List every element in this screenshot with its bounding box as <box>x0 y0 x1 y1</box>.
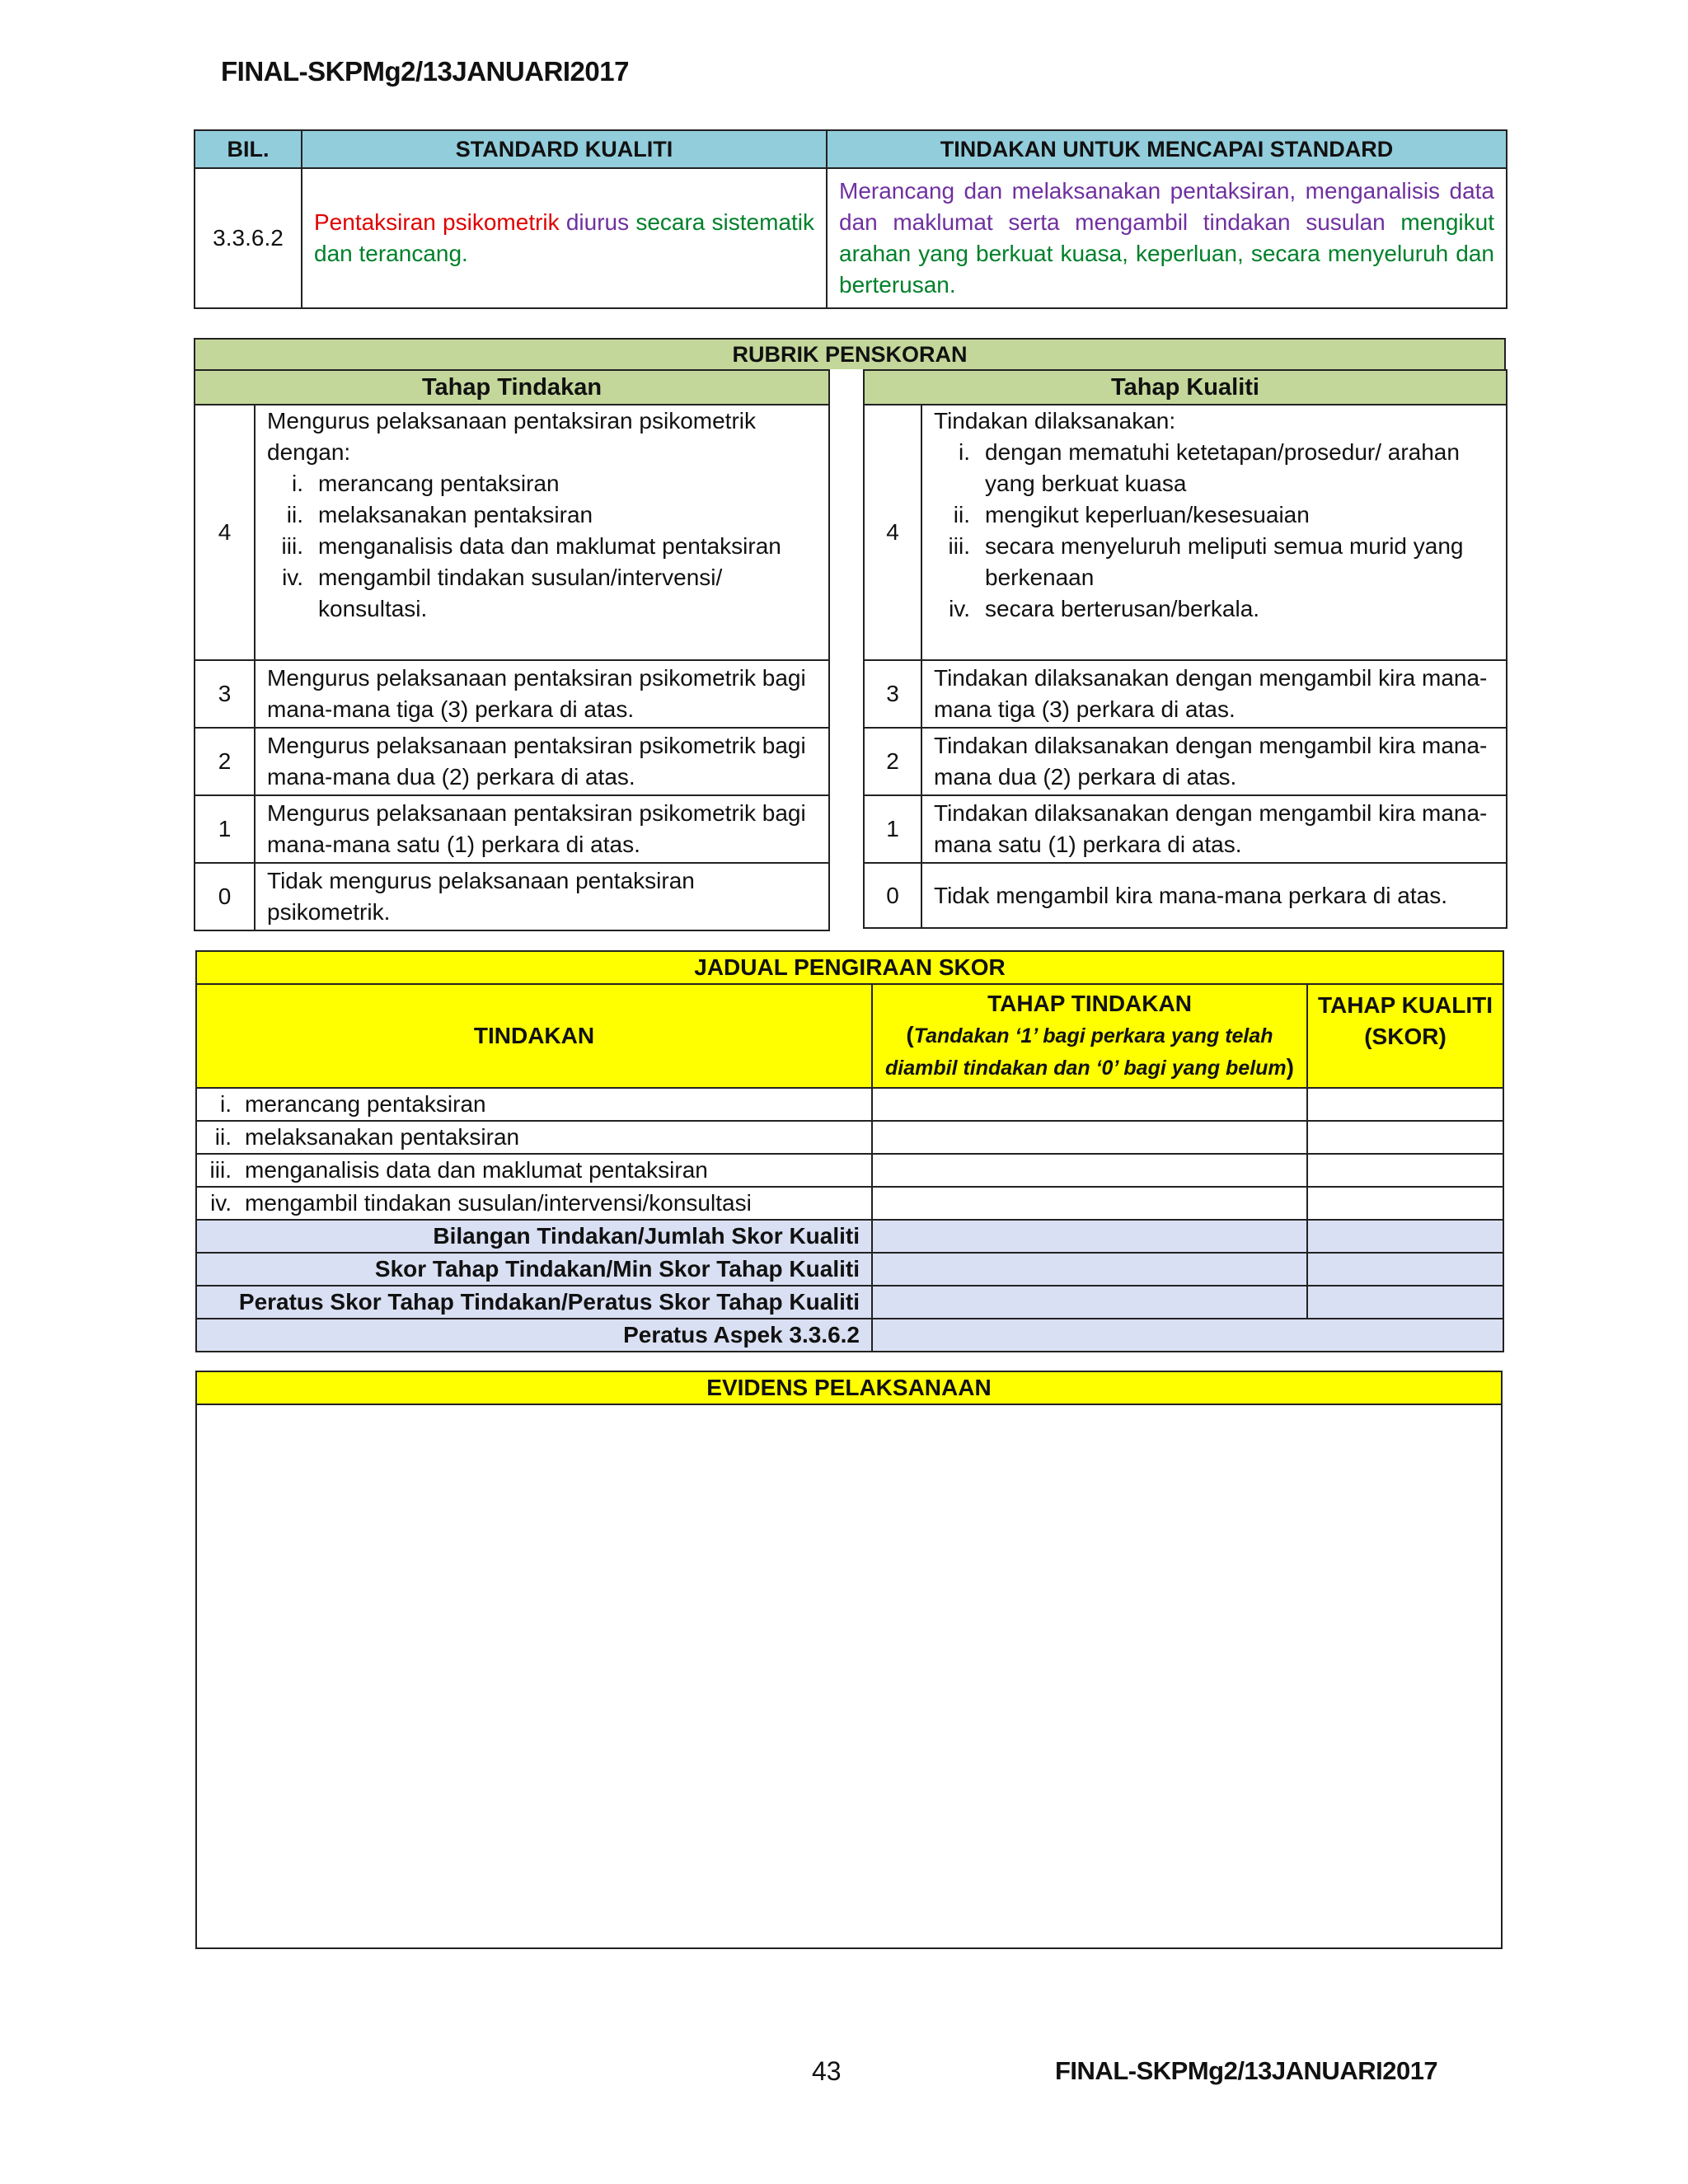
rubric-tahap-kualiti-table <box>863 369 1507 929</box>
score-tahap-kualiti-cell[interactable] <box>1307 1187 1503 1220</box>
rubric-right-level4-desc <box>921 405 1507 660</box>
standard-part-purple: diurus <box>565 209 630 235</box>
score-tahap-tindakan-cell[interactable] <box>872 1154 1307 1187</box>
rubric-title: RUBRIK PENSKORAN <box>194 338 1506 369</box>
rubric-left-desc: Mengurus pelaksanaan pentaksiran psikometrik bagi mana-mana satu (1) perkara di atas. <box>255 795 829 863</box>
rubric-left-level: 2 <box>195 728 255 795</box>
score-summary-label: Peratus Aspek 3.3.6.2 <box>196 1319 872 1352</box>
list-item: ii. mengikut keperluan/kesesuaian <box>953 502 1310 527</box>
standard-part-green: secara sistematik dan terancang. <box>314 209 815 266</box>
score-item-label: iii. menganalisis data dan maklumat pentaksiran <box>196 1154 872 1187</box>
rubric-right-desc: Tindakan dilaksanakan dengan mengambil kira mana-mana dua (2) perkara di atas. <box>921 728 1507 795</box>
score-col-tahap-kualiti: TAHAP KUALITI (SKOR) <box>1307 984 1503 1088</box>
document-header-title: FINAL-SKPMg2/13JANUARI2017 <box>221 56 629 87</box>
rubric-right-level4-list <box>934 437 1494 625</box>
score-peratus-aspek-cell[interactable] <box>872 1319 1503 1352</box>
score-summary-cell[interactable] <box>1307 1253 1503 1286</box>
tindakan-part-purple: Merancang dan melaksanakan pentaksiran, menganalisis data dan maklumat serta mengambil tindakan susulan <box>839 178 1494 235</box>
score-calculation-table <box>195 950 1504 1352</box>
score-col-tindakan: TINDAKAN <box>196 984 872 1088</box>
list-item: i. merancang pentaksiran <box>292 471 560 496</box>
rubric-right-level4-intro: Tindakan dilaksanakan: <box>934 408 1176 434</box>
standard-kualiti-text <box>302 168 827 308</box>
score-tahap-kualiti-cell[interactable] <box>1307 1121 1503 1154</box>
score-item-label: i. merancang pentaksiran <box>196 1088 872 1121</box>
list-item: ii. melaksanakan pentaksiran <box>286 502 593 527</box>
evidence-title: EVIDENS PELAKSANAAN <box>196 1371 1502 1404</box>
rubric-left-level: 4 <box>195 405 255 660</box>
score-tahap-kualiti-cell[interactable] <box>1307 1154 1503 1187</box>
rubric-right-level: 0 <box>864 863 921 928</box>
rubric-left-level: 1 <box>195 795 255 863</box>
rubric-right-level: 4 <box>864 405 921 660</box>
rubric-left-level: 0 <box>195 863 255 930</box>
score-table-title: JADUAL PENGIRAAN SKOR <box>196 951 1503 984</box>
list-item: iv. mengambil tindakan susulan/intervensi/ konsultasi. <box>282 565 723 621</box>
rubric-left-level4-list <box>267 468 817 625</box>
bil-value: 3.3.6.2 <box>195 168 302 308</box>
rubric-right-level: 3 <box>864 660 921 728</box>
evidence-body[interactable] <box>196 1404 1502 1948</box>
score-summary-cell[interactable] <box>872 1220 1307 1253</box>
rubric-left-level4-desc <box>255 405 829 660</box>
list-item: iii. secara menyeluruh meliputi semua murid yang berkenaan <box>948 533 1464 590</box>
footer-title: FINAL-SKPMg2/13JANUARI2017 <box>1055 2056 1438 2085</box>
score-tahap-tindakan-cell[interactable] <box>872 1088 1307 1121</box>
score-summary-label: Bilangan Tindakan/Jumlah Skor Kualiti <box>196 1220 872 1253</box>
score-col-tahap-tindakan <box>872 984 1307 1088</box>
rubric-right-level: 2 <box>864 728 921 795</box>
rubric-left-level: 3 <box>195 660 255 728</box>
rubric-left-desc: Mengurus pelaksanaan pentaksiran psikometrik bagi mana-mana dua (2) perkara di atas. <box>255 728 829 795</box>
rubric-right-header: Tahap Kualiti <box>864 370 1507 405</box>
list-item: iii. menganalisis data dan maklumat pentaksiran <box>281 533 781 559</box>
score-item-label: ii. melaksanakan pentaksiran <box>196 1121 872 1154</box>
rubric-left-header: Tahap Tindakan <box>195 370 829 405</box>
rubric-left-desc: Tidak mengurus pelaksanaan pentaksiran psikometrik. <box>255 863 829 930</box>
score-col-tahap-tindakan-note: (Tandakan ‘1’ bagi perkara yang telah diambil tindakan dan ‘0’ bagi yang belum) <box>885 1022 1294 1080</box>
col-header-tindakan: TINDAKAN UNTUK MENCAPAI STANDARD <box>827 130 1507 168</box>
page-number: 43 <box>812 2056 842 2086</box>
col-header-bil: BIL. <box>195 130 302 168</box>
standard-table <box>194 129 1507 309</box>
score-col-tahap-tindakan-label: TAHAP TINDAKAN <box>987 991 1192 1016</box>
score-tahap-tindakan-cell[interactable] <box>872 1121 1307 1154</box>
list-item: iv. secara berterusan/berkala. <box>949 596 1260 621</box>
standard-part-red: Pentaksiran psikometrik <box>314 209 560 235</box>
score-summary-label: Skor Tahap Tindakan/Min Skor Tahap Kualiti <box>196 1253 872 1286</box>
score-summary-cell[interactable] <box>1307 1220 1503 1253</box>
score-tahap-tindakan-cell[interactable] <box>872 1187 1307 1220</box>
tindakan-text <box>827 168 1507 308</box>
score-summary-label: Peratus Skor Tahap Tindakan/Peratus Skor Tahap Kualiti <box>196 1286 872 1319</box>
score-summary-cell[interactable] <box>1307 1286 1503 1319</box>
rubric-right-desc: Tindakan dilaksanakan dengan mengambil kira mana-mana satu (1) perkara di atas. <box>921 795 1507 863</box>
rubric-left-level4-intro: Mengurus pelaksanaan pentaksiran psikometrik dengan: <box>267 408 756 465</box>
rubric-tahap-tindakan-table <box>194 369 830 931</box>
list-item: i. dengan mematuhi ketetapan/prosedur/ arahan yang berkuat kuasa <box>959 439 1460 496</box>
score-summary-cell[interactable] <box>872 1253 1307 1286</box>
rubric-right-level: 1 <box>864 795 921 863</box>
evidence-table <box>195 1371 1503 1949</box>
score-tahap-kualiti-cell[interactable] <box>1307 1088 1503 1121</box>
col-header-standard-kualiti: STANDARD KUALITI <box>302 130 827 168</box>
score-summary-cell[interactable] <box>872 1286 1307 1319</box>
rubric-right-desc: Tidak mengambil kira mana-mana perkara di atas. <box>921 863 1507 928</box>
rubric-left-desc: Mengurus pelaksanaan pentaksiran psikometrik bagi mana-mana tiga (3) perkara di atas. <box>255 660 829 728</box>
rubric-right-desc: Tindakan dilaksanakan dengan mengambil kira mana-mana tiga (3) perkara di atas. <box>921 660 1507 728</box>
tindakan-part-green: mengikut arahan yang berkuat kuasa, keperluan, secara menyeluruh dan berterusan. <box>839 209 1494 298</box>
score-item-label: iv. mengambil tindakan susulan/intervensi/konsultasi <box>196 1187 872 1220</box>
